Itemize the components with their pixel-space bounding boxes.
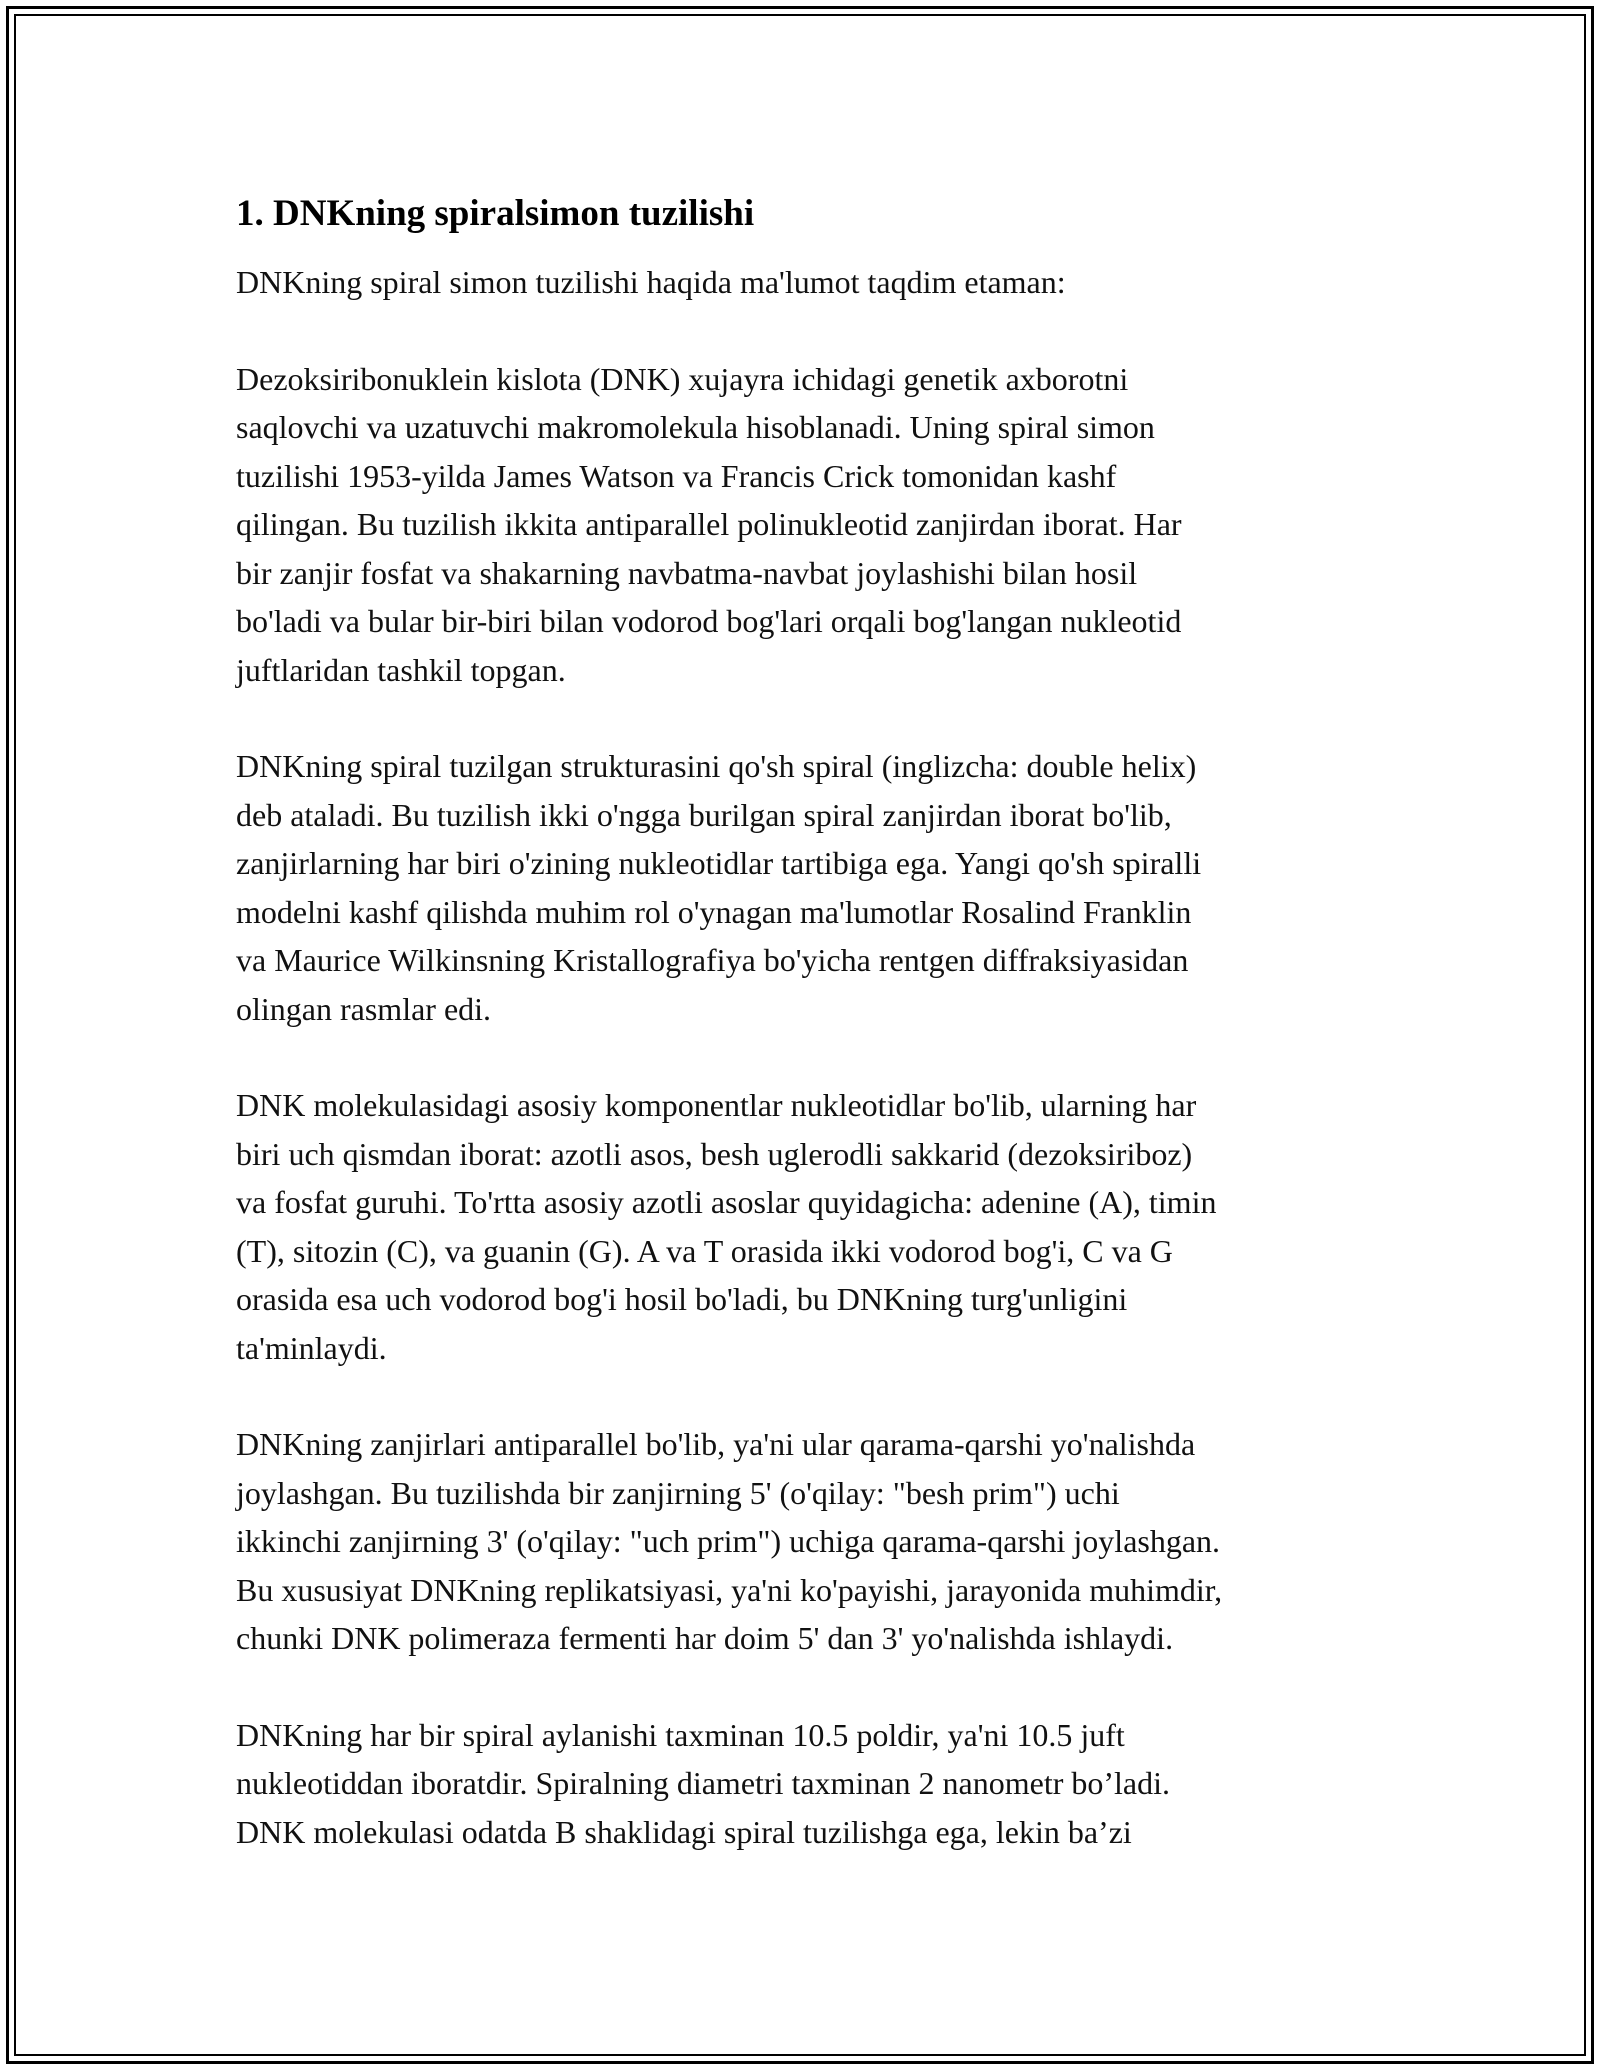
text-line: orasida esa uch vodorod bog'i hosil bo'ladi, bu DNKning turg'unligini	[236, 1281, 1128, 1317]
text-line: modelni kashf qilishda muhim rol o'ynagan ma'lumotlar Rosalind Franklin	[236, 893, 1192, 930]
paragraph	[236, 1081, 1386, 1372]
text-line: DNKning har bir spiral aylanishi taxminan 10.5 poldir, ya'ni 10.5 juft	[236, 1716, 1125, 1753]
paragraph	[236, 742, 1386, 1033]
text-line: ta'minlaydi.	[236, 1329, 387, 1366]
text-line: ikkinchi zanjirning 3' (o'qilay: "uch prim") uchiga qarama-qarshi joylashgan.	[236, 1523, 1221, 1559]
text-line: DNK molekulasi odatda B shaklidagi spiral tuzilishga ega, lekin ba’zi	[236, 1813, 1132, 1850]
text-line: Bu xususiyat DNKning replikatsiyasi, ya'ni ko'payishi, jarayonida muhimdir,	[236, 1571, 1223, 1608]
text-line: juftlaridan tashkil topgan.	[236, 651, 566, 688]
text-line: bir zanjir fosfat va shakarning navbatma-navbat joylashishi bilan hosil	[236, 554, 1138, 591]
paragraph-list	[236, 258, 1386, 1856]
text-line: chunki DNK polimeraza fermenti har doim 5' dan 3' yo'nalishda ishlaydi.	[236, 1620, 1174, 1656]
text-line: tuzilishi 1953-yilda James Watson va Francis Crick tomonidan kashf	[236, 457, 1117, 494]
text-line: qilingan. Bu tuzilish ikkita antiparallel polinukleotid zanjirdan iborat. Har	[236, 506, 1182, 542]
text-line: va Maurice Wilkinsning Kristallografiya bo'yicha rentgen diffraksiyasidan	[236, 942, 1189, 978]
paragraph	[236, 1420, 1386, 1663]
text-line: DNKning spiral simon tuzilishi haqida ma'lumot taqdim etaman:	[236, 264, 1066, 300]
section-heading: 1. DNKning spiralsimon tuzilishi	[236, 193, 755, 234]
text-line: biri uch qismdan iborat: azotli asos, besh uglerodli sakkarid (dezoksiriboz)	[236, 1135, 1193, 1172]
text-line: zanjirlarning har biri o'zining nukleotidlar tartibiga ega. Yangi qo'sh spiralli	[236, 845, 1202, 881]
text-line: olingan rasmlar edi.	[236, 990, 492, 1027]
text-line: joylashgan. Bu tuzilishda bir zanjirning 5' (o'qilay: "besh prim") uchi	[236, 1474, 1120, 1511]
text-line: DNKning spiral tuzilgan strukturasini qo'sh spiral (inglizcha: double helix)	[236, 748, 1197, 784]
text-line: DNKning zanjirlari antiparallel bo'lib, ya'ni ular qarama-qarshi yo'nalishda	[236, 1426, 1196, 1462]
text-line: deb ataladi. Bu tuzilish ikki o'ngga burilgan spiral zanjirdan iborat bo'lib,	[236, 796, 1172, 833]
text-line: saqlovchi va uzatuvchi makromolekula hisoblanadi. Uning spiral simon	[236, 409, 1155, 445]
paragraph	[236, 258, 1386, 307]
paragraph	[236, 355, 1386, 695]
text-line: Dezoksiribonuklein kislota (DNK) xujayra ichidagi genetik axborotni	[236, 360, 1129, 397]
text-line: va fosfat guruhi. To'rtta asosiy azotli asoslar quyidagicha: adenine (A), timin	[236, 1184, 1217, 1220]
text-line: bo'ladi va bular bir-biri bilan vodorod bog'lari orqali bog'langan nukleotid	[236, 603, 1182, 639]
paragraph	[236, 1711, 1386, 1857]
text-line: nukleotiddan iboratdir. Spiralning diametri taxminan 2 nanometr bo’ladi.	[236, 1765, 1171, 1801]
text-line: (T), sitozin (C), va guanin (G). A va T orasida ikki vodorod bog'i, C va G	[236, 1232, 1173, 1269]
document-body	[236, 188, 1386, 1904]
text-line: DNK molekulasidagi asosiy komponentlar nukleotidlar bo'lib, ularning har	[236, 1087, 1197, 1123]
